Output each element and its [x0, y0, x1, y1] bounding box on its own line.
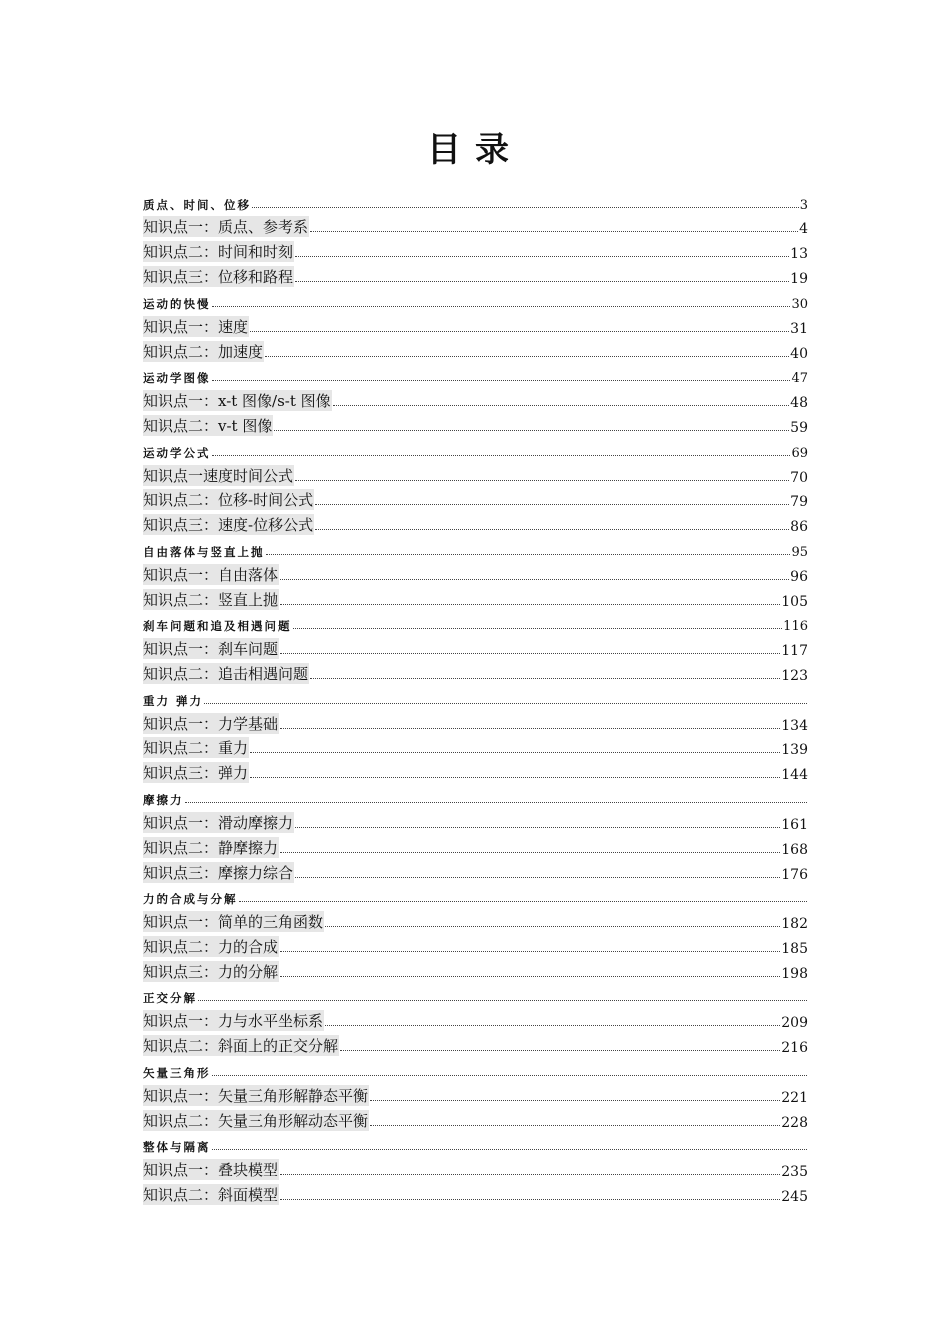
dot-leader [204, 703, 807, 704]
dot-leader [325, 926, 780, 927]
toc-entry-label: 知识点一：力与水平坐标系 [143, 1012, 324, 1031]
toc-page-number: 96 [790, 568, 808, 585]
dot-leader [280, 852, 780, 853]
toc-page-number: 116 [783, 619, 808, 635]
toc-section-entry[interactable] [143, 337, 808, 362]
dot-leader [274, 430, 789, 431]
toc-chapter-entry[interactable] [143, 188, 808, 213]
toc-chapter-entry[interactable] [143, 982, 808, 1007]
toc-entry-label: 知识点二：静摩擦力 [143, 838, 279, 857]
dot-leader [266, 554, 791, 555]
dot-leader [212, 455, 791, 456]
toc-page-number: 168 [781, 841, 808, 858]
toc-page-number: 69 [791, 445, 808, 461]
toc-section-entry[interactable] [143, 585, 808, 610]
toc-section-entry[interactable] [143, 858, 808, 883]
toc-page-number: 123 [781, 668, 808, 685]
dot-leader [370, 1125, 780, 1126]
dot-leader [185, 802, 808, 803]
page-title: 目录 [427, 130, 523, 170]
dot-leader [280, 728, 780, 729]
toc-entry-label: 知识点一：速度 [143, 317, 249, 336]
toc-chapter-entry[interactable] [143, 436, 808, 461]
dot-leader [295, 827, 780, 828]
dot-leader [212, 306, 791, 307]
toc-section-entry[interactable] [143, 560, 808, 585]
toc-page-number: 134 [781, 717, 808, 734]
toc-entry-label: 知识点一：质点、参考系 [143, 218, 309, 237]
toc-chapter-entry[interactable] [143, 287, 808, 312]
toc-page-number: 79 [790, 494, 808, 511]
dot-leader [293, 628, 783, 629]
toc-entry-label: 运动学图像 [143, 371, 211, 386]
toc-page-number: 245 [781, 1188, 808, 1205]
toc-chapter-entry[interactable] [143, 1131, 808, 1156]
toc-section-entry[interactable] [143, 659, 808, 684]
toc-entry-label: 运动学公式 [143, 445, 211, 460]
toc-page-number: 221 [781, 1089, 808, 1106]
toc-entry-label: 知识点一：x-t 图像/s-t 图像 [143, 392, 331, 411]
toc-page-number: 144 [781, 767, 808, 784]
toc-section-entry[interactable] [143, 808, 808, 833]
toc-section-entry[interactable] [143, 833, 808, 858]
toc-section-entry[interactable] [143, 1180, 808, 1205]
toc-page-number: 198 [781, 965, 808, 982]
dot-leader [295, 281, 789, 282]
toc-entry-label: 知识点一速度时间公式 [143, 466, 294, 485]
toc-entry-label: 知识点一：简单的三角函数 [143, 913, 324, 932]
toc-entry-label: 知识点二：时间和时刻 [143, 243, 294, 262]
toc-page-number: 176 [781, 866, 808, 883]
dot-leader [250, 331, 789, 332]
toc-entry-label: 知识点三：速度-位移公式 [143, 516, 314, 535]
toc-chapter-entry[interactable] [143, 783, 808, 808]
dot-leader [250, 752, 780, 753]
toc-section-entry[interactable] [143, 1081, 808, 1106]
dot-leader [280, 579, 789, 580]
toc-page-number: 161 [781, 816, 808, 833]
dot-leader [280, 653, 780, 654]
dot-leader [280, 1199, 780, 1200]
toc-section-entry[interactable] [143, 312, 808, 337]
toc-section-entry[interactable] [143, 237, 808, 262]
toc-section-entry[interactable] [143, 461, 808, 486]
dot-leader [280, 604, 780, 605]
toc-page-number: 13 [790, 246, 808, 263]
dot-leader [315, 504, 789, 505]
toc-page-number: 216 [781, 1040, 808, 1057]
dot-leader [212, 1075, 808, 1076]
toc-entry-label: 知识点一：叠块模型 [143, 1161, 279, 1180]
dot-leader [280, 951, 780, 952]
toc-chapter-entry[interactable] [143, 535, 808, 560]
toc-chapter-entry[interactable] [143, 362, 808, 387]
toc-entry-label: 知识点二：斜面模型 [143, 1185, 279, 1204]
toc-entry-label: 知识点二：v-t 图像 [143, 417, 273, 436]
toc-entry-label: 知识点二：追击相遇问题 [143, 665, 309, 684]
toc-section-entry[interactable] [143, 1106, 808, 1131]
toc-section-entry[interactable] [143, 634, 808, 659]
toc-page-number: 48 [790, 395, 808, 412]
dot-leader [239, 901, 808, 902]
toc-section-entry[interactable] [143, 262, 808, 287]
toc-entry-label: 刹车问题和追及相遇问题 [143, 619, 292, 634]
toc-entry-label: 运动的快慢 [143, 296, 211, 311]
dot-leader [295, 877, 780, 878]
toc-page-number: 70 [790, 469, 808, 486]
dot-leader [198, 1000, 807, 1001]
toc-chapter-entry[interactable] [143, 1056, 808, 1081]
toc-entry-label: 摩擦力 [143, 792, 184, 807]
toc-page-number: 86 [790, 519, 808, 536]
toc-entry-label: 知识点二：加速度 [143, 342, 264, 361]
toc-section-entry[interactable] [143, 1006, 808, 1031]
toc-page-number: 59 [790, 420, 808, 437]
toc-page-number: 40 [790, 345, 808, 362]
toc-chapter-entry[interactable] [143, 610, 808, 635]
toc-entry-label: 知识点三：位移和路程 [143, 268, 294, 287]
toc-page-number: 117 [781, 643, 808, 660]
dot-leader [250, 777, 780, 778]
toc-section-entry[interactable] [143, 734, 808, 759]
toc-entry-label: 知识点一：自由落体 [143, 565, 279, 584]
toc-entry-label: 自由落体与竖直上抛 [143, 544, 265, 559]
toc-page-number: 182 [781, 916, 808, 933]
dot-leader [265, 356, 789, 357]
toc-section-entry[interactable] [143, 486, 808, 511]
toc-entry-label: 知识点二：位移-时间公式 [143, 491, 314, 510]
dot-leader [325, 1025, 780, 1026]
toc-entry-label: 知识点二：矢量三角形解动态平衡 [143, 1111, 369, 1130]
toc-entry-label: 知识点二：重力 [143, 739, 249, 758]
dot-leader [295, 480, 789, 481]
toc-entry-label: 知识点一：矢量三角形解静态平衡 [143, 1086, 369, 1105]
toc-section-entry[interactable] [143, 957, 808, 982]
toc-entry-label: 知识点三：弹力 [143, 764, 249, 783]
toc-entry-label: 力的合成与分解 [143, 892, 238, 907]
dot-leader [212, 1149, 808, 1150]
toc-entry-label: 知识点一：力学基础 [143, 714, 279, 733]
toc-entry-label: 正交分解 [143, 991, 197, 1006]
toc-entry-label: 整体与隔离 [143, 1140, 211, 1155]
toc-section-entry[interactable] [143, 411, 808, 436]
toc-entry-label: 知识点二：力的合成 [143, 937, 279, 956]
toc-page-number: 4 [799, 221, 808, 238]
toc-section-entry[interactable] [143, 1031, 808, 1056]
dot-leader [370, 1100, 780, 1101]
toc-page-number: 31 [790, 320, 808, 337]
dot-leader [315, 529, 789, 530]
toc-entry-label: 知识点三：力的分解 [143, 962, 279, 981]
dot-leader [295, 256, 789, 257]
dot-leader [280, 976, 780, 977]
toc-page-number: 228 [781, 1114, 808, 1131]
toc-entry-label: 重力 弹力 [143, 693, 204, 708]
toc-page-number: 47 [791, 371, 808, 387]
toc-section-entry[interactable] [143, 510, 808, 535]
toc-entry-label: 知识点一：滑动摩擦力 [143, 813, 294, 832]
toc-section-entry[interactable] [143, 907, 808, 932]
dot-leader [333, 405, 789, 406]
dot-leader [212, 380, 791, 381]
toc-page-number: 235 [781, 1164, 808, 1181]
table-of-contents [143, 188, 808, 1205]
dot-leader [310, 231, 798, 232]
toc-chapter-entry[interactable] [143, 684, 808, 709]
toc-entry-label: 知识点二：斜面上的正交分解 [143, 1037, 339, 1056]
toc-section-entry[interactable] [143, 758, 808, 783]
toc-page-number: 209 [781, 1015, 808, 1032]
toc-chapter-entry[interactable] [143, 883, 808, 908]
dot-leader [252, 207, 799, 208]
toc-entry-label: 知识点二：竖直上抛 [143, 590, 279, 609]
dot-leader [310, 678, 780, 679]
toc-section-entry[interactable] [143, 213, 808, 238]
toc-page-number: 95 [791, 544, 808, 560]
toc-page-number: 30 [791, 296, 808, 312]
toc-page-number: 139 [781, 742, 808, 759]
toc-page-number: 185 [781, 940, 808, 957]
toc-section-entry[interactable] [143, 1155, 808, 1180]
dot-leader [280, 1174, 780, 1175]
toc-section-entry[interactable] [143, 709, 808, 734]
toc-page-number: 19 [790, 271, 808, 288]
toc-page-number: 3 [799, 197, 808, 213]
toc-page-number: 105 [781, 593, 808, 610]
dot-leader [340, 1050, 780, 1051]
toc-entry-label: 知识点三：摩擦力综合 [143, 863, 294, 882]
toc-entry-label: 矢量三角形 [143, 1065, 211, 1080]
toc-entry-label: 知识点一：刹车问题 [143, 640, 279, 659]
toc-section-entry[interactable] [143, 932, 808, 957]
toc-section-entry[interactable] [143, 386, 808, 411]
toc-entry-label: 质点、时间、位移 [143, 197, 251, 212]
